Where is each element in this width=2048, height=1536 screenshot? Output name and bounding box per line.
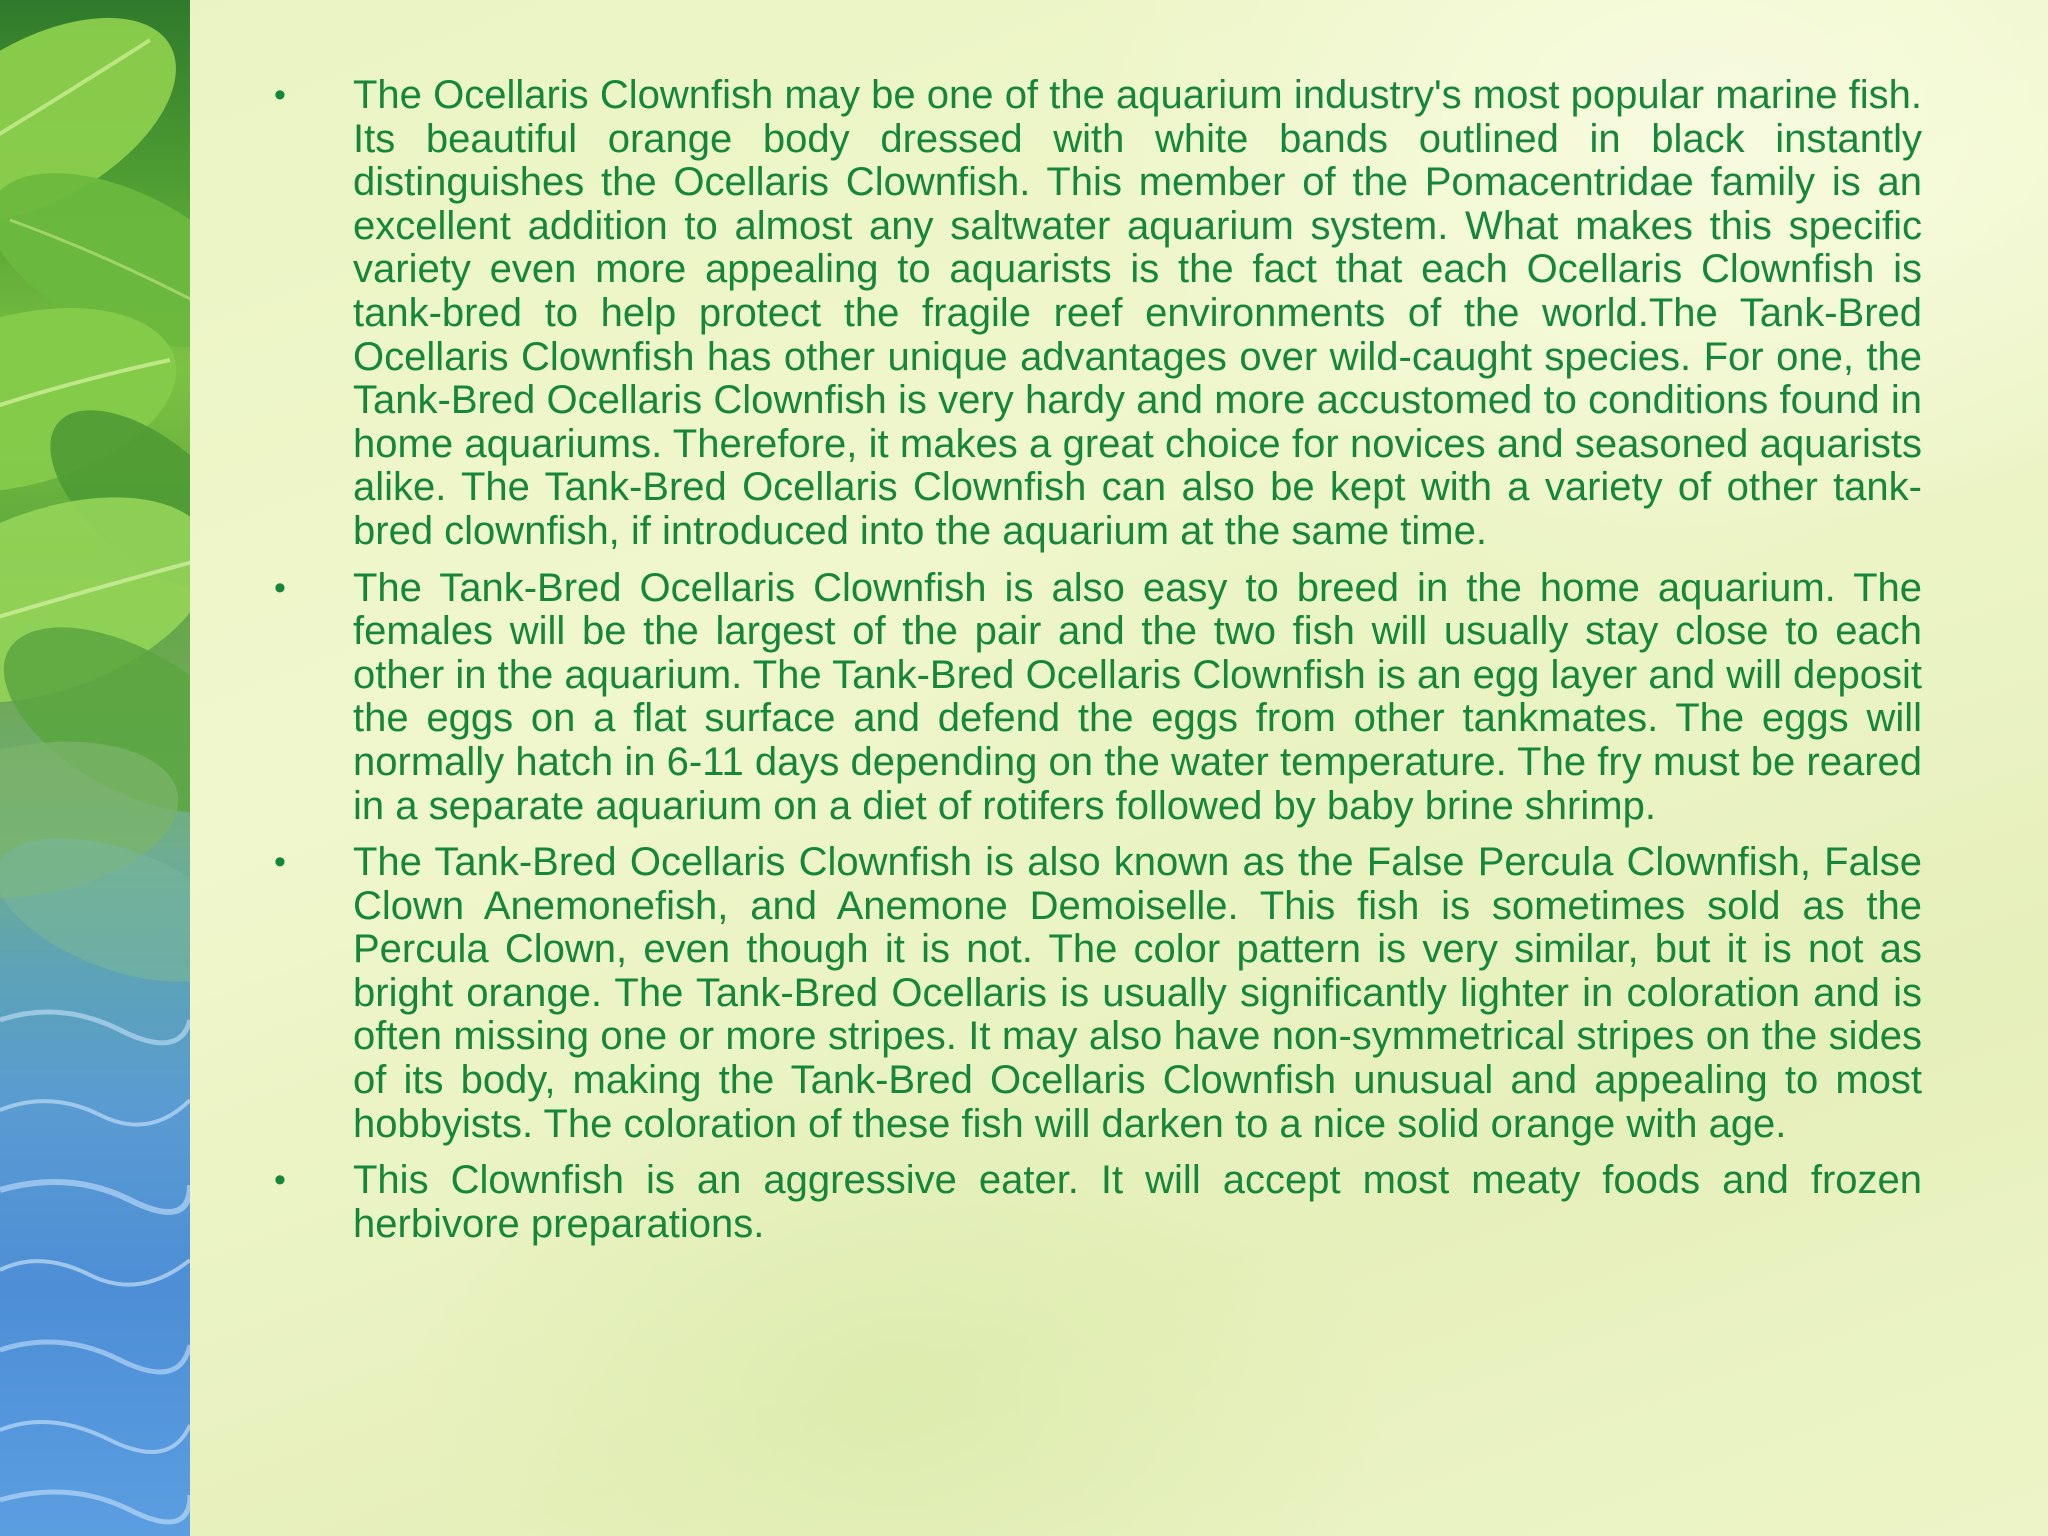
bullet-text: The Tank-Bred Ocellaris Clownfish is also easy to breed in the home aquarium. The females will be the largest of the pair and the two fish will usually stay close to each other in the aquarium. The Tank-Bred Ocellaris Clownfish is an egg layer and will deposit the eggs on a flat surface and defend the eggs from other tankmates. The eggs will normally hatch in 6-11 days depending on the water temperature. The fry must be reared in a separate aquarium on a diet of rotifers followed by baby brine shrimp.	[353, 565, 1922, 828]
water-ripples	[0, 1012, 190, 1522]
bullet-text: This Clownfish is an aggressive eater. It will accept most meaty foods and frozen herbivore preparations.	[353, 1158, 1922, 1246]
bullet-item	[272, 841, 1922, 1146]
leaf-shapes	[0, 0, 190, 1011]
slide-body	[272, 74, 1922, 1259]
bullet-dot-icon: •	[274, 568, 286, 607]
bullet-text: The Ocellaris Clownfish may be one of the aquarium industry's most popular marine fish. Its beautiful orange body dressed with white bands outlined in black instantly distinguishes the Ocellaris Clownfish. This member of the Pomacentridae family is an excellent addition to almost any saltwater aquarium system. What makes this specific variety even more appealing to aquarists is the fact that each Ocellaris Clownfish is tank-bred to help protect the fragile reef environments of the world.The Tank-Bred Ocellaris Clownfish has other unique advantages over wild-caught species. For one, the Tank-Bred Ocellaris Clownfish is very hardy and more accustomed to conditions found in home aquariums. Therefore, it makes a great choice for novices and seasoned aquarists alike. The Tank-Bred Ocellaris Clownfish can also be kept with a variety of other tank-bred clownfish, if introduced into the aquarium at the same time.	[353, 73, 1922, 553]
bullet-item	[272, 1159, 1922, 1246]
bullet-item	[272, 567, 1922, 829]
leaves-and-water-icon	[0, 0, 190, 1536]
bullet-list	[272, 74, 1922, 1246]
bullet-text: The Tank-Bred Ocellaris Clownfish is also known as the False Percula Clownfish, False Clown Anemonefish, and Anemone Demoiselle. This fish is sometimes sold as the Percula Clown, even though it is not. The color pattern is very similar, but it is not as bright orange. The Tank-Bred Ocellaris is usually significantly lighter in coloration and is often missing one or more stripes. It may also have non-symmetrical stripes on the sides of its body, making the Tank-Bred Ocellaris Clownfish unusual and appealing to most hobbyists. The coloration of these fish will darken to a nice solid orange with age.	[353, 840, 1922, 1146]
bullet-dot-icon: •	[274, 76, 286, 114]
bullet-item	[272, 74, 1922, 554]
leaves-and-water-image	[0, 0, 190, 1536]
bullet-dot-icon: •	[274, 1161, 286, 1200]
bullet-dot-icon: •	[274, 843, 286, 882]
